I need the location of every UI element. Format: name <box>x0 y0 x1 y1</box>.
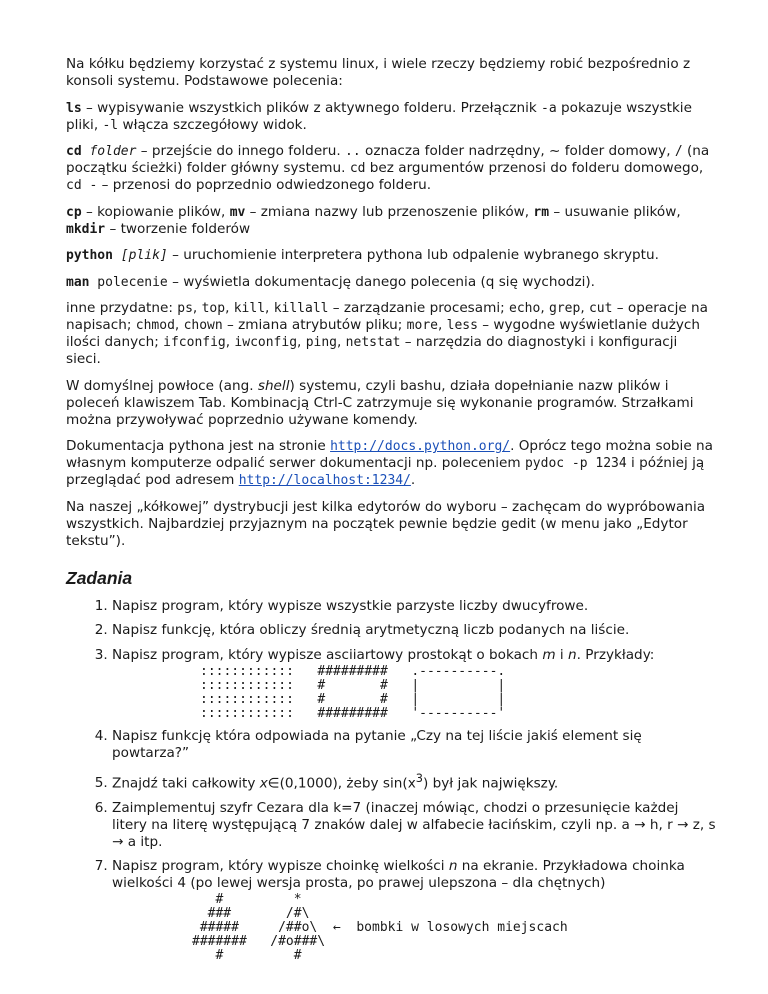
task-item: 3. Napisz program, który wypisze asciiartowy prostokąt o bokach m i n. Przykłady: :::::::::::: ######### .----------. :::::::::::: # # | | :::::::::::: # # | | :::::::::::: ######### '----------' <box>112 647 716 721</box>
rectangle-examples: :::::::::::: ######### .----------. :::::::::::: # # | | :::::::::::: # # | | :::::::::::: ######### '----------' <box>200 663 506 721</box>
ls-description: ls – wypisywanie wszystkich plików z aktywnego folderu. Przełącznik -a pokazuje wszystkie pliki, -l włącza szczegółowy widok. <box>66 99 692 133</box>
tasks-list <box>66 598 716 964</box>
localhost-docs-link[interactable]: http://localhost:1234/ <box>238 473 411 488</box>
python-docs-link[interactable]: http://docs.python.org/ <box>330 439 511 454</box>
tree-examples: # * ### /#\ ##### /##o\ ← bombki w losowych miejscach ####### /#o###\ # # <box>192 892 568 964</box>
file-commands-description: cp – kopiowanie plików, mv – zmiana nazwy lub przenoszenie plików, rm – usuwanie plików, mkdir – tworzenie folderów <box>66 203 681 237</box>
task-item: 2. Napisz funkcję, która obliczy średnią arytmetyczną liczb podanych na liście. <box>112 622 716 639</box>
tasks-heading: Zadania <box>66 567 133 588</box>
task-item: 5. Znajdź taki całkowity x∈(0,1000), żeby $\sin(x^3)$ był jak największy. <box>112 770 716 793</box>
other-commands-description: inne przydatne: ps, top, kill, killall – zarządzanie procesami; echo, grep, cut – operacje na napisach; chmod, chown – zmiana atrybutów pliku; more, less – wygodne wyświetlanie dużych ilości danych; ifconfig, iwconfig, ping, netstat – narzędzia do diagnostyki i konfiguracji sieci. <box>66 300 709 367</box>
cd-description: cd folder – przejście do innego folderu. .. oznacza folder nadrzędny, ~ folder domowy, / (na początku ścieżki) folder główny systemu. cd bez argumentów przenosi do folderu domowego, cd - – przenosi do poprzednio odwiedzonego folderu. <box>66 143 710 193</box>
man-description: man polecenie – wyświetla dokumentację danego polecenia (q się wychodzi). <box>66 273 595 290</box>
editors-description: Na naszej „kółkowej” dystrybucji jest kilka edytorów do wyboru – zachęcam do wypróbowania wszystkich. Najbardziej przyjaznym na początek pewnie będzie gedit (w menu jako „Edytor tekstu”). <box>66 498 706 549</box>
task-item: 6. Zaimplementuj szyfr Cezara dla k=7 (inaczej mówiąc, chodzi o przesunięcie każdej litery na literę występującą 7 znaków dalej w alfabecie łacińskim, czyli np. a → h, r → z, s → a itp. <box>112 800 716 851</box>
shell-description: W domyślnej powłoce (ang. shell) systemu, czyli bashu, działa dopełnianie nazw plików i poleceń klawiszem Tab. Kombinacją Ctrl-C zatrzymuje się wykonanie programów. Strzałkami można przywoływać poprzednio używane komendy. <box>66 377 694 428</box>
intro-paragraph: Na kółku będziemy korzystać z systemu linux, i wiele rzeczy będziemy robić bezpośrednio z konsoli systemu. Podstawowe polecenia: <box>66 56 691 89</box>
task-item: 4. Napisz funkcję która odpowiada na pytanie „Czy na tej liście jakiś element się powtarza?” <box>112 728 716 762</box>
cmd-ls: ls <box>66 100 82 116</box>
cmd-cd: cd <box>66 144 82 159</box>
task-item: 7. Napisz program, który wypisze choinkę wielkości n na ekranie. Przykładowa choinka wielkości 4 (po lewej wersja prosta, po prawej ulepszona – dla chętnych) # * ### /#\ ##### /##o\ ← bombki w losowych miejscach ####### /#o###\ # # <box>112 858 716 963</box>
document-page <box>66 56 716 971</box>
python-description: python [plik] – uruchomienie interpretera pythona lub odpalenie wybranego skryptu. <box>66 247 659 263</box>
docs-description: Dokumentacja pythona jest na stronie http://docs.python.org/. Oprócz tego można sobie na własnym komputerze odpalić serwer dokumentacji np. poleceniem pydoc -p 1234 i później ją przeglądać pod adresem http://localhost:1234/. <box>66 438 713 488</box>
task-item: 1. Napisz program, który wypisze wszystkie parzyste liczby dwucyfrowe. <box>112 598 716 615</box>
